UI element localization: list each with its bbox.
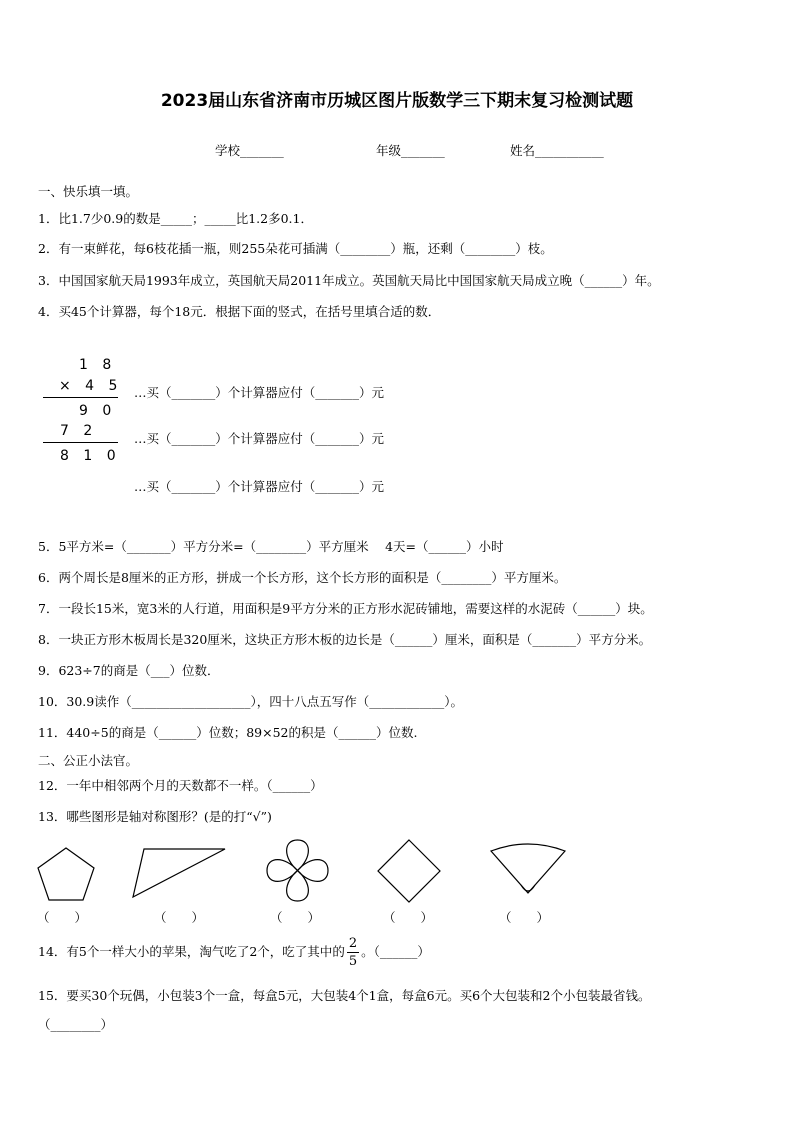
question-10: 10．30.9读作（___________________），四十八点五写作（____________）。 [38,694,463,709]
question-15-answer: （________） [38,1017,114,1032]
question-2: 2．有一束鲜花，每6枝花插一瓶，则255朵花可插满（________）瓶，还剩（________）枝。 [38,241,553,256]
question-7: 7．一段长15米，宽3米的人行道，用面积是9平方分米的正方形水泥砖铺地，需要这样的水泥砖（______）块。 [38,601,653,616]
question-8: 8．一块正方形木板周长是320厘米，这块正方形木板的边长是（______）厘米，面积是（_______）平方分米。 [38,632,652,647]
question-6: 6．两个周长是8厘米的正方形，拼成一个长方形，这个长方形的面积是（________）平方厘米。 [38,570,567,585]
page-title: 2023届山东省济南市历城区图片版数学三下期末复习检测试题 [160,91,634,111]
calc-row-2: × 4 5 [59,378,123,394]
question-13: 13．哪些图形是轴对称图形？(是的打“√”) [38,809,272,824]
calc-row-5: 8 1 0 [60,448,121,464]
question-14-text: 14．有5个一样大小的苹果，淘气吃了2个，吃了其中的 [38,944,345,959]
triangle-shape [131,847,227,899]
question-9: 9．623÷7的商是（___）位数． [38,663,220,678]
question-14-answer: 。（______） [361,944,430,959]
section-heading-1: 一、快乐填一填。 [38,184,139,199]
fan-shape [489,843,567,899]
diamond-shape [376,838,442,904]
question-12: 12．一年中相邻两个月的天数都不一样。（______） [38,778,323,793]
shape-answer-1[interactable]: （ ） [37,910,88,925]
fill-line-1: …买（_______）个计算器应付（_______）元 [134,385,385,400]
shape-answer-2[interactable]: （ ） [154,910,205,925]
fraction [347,937,359,968]
question-3: 3．中国国家航天局1993年成立，英国航天局2011年成立。英国航天局比中国国家航天局成立晚（______）年。 [38,273,660,288]
school-field[interactable]: 学校_______ [215,143,284,158]
calc-row-1: 1 8 [79,357,117,373]
question-5: 5．5平方米=（_______）平方分米=（________）平方厘米 4天=（______）小时 [38,539,504,554]
question-1: 1．比1.7少0.9的数是_____；_____比1.2多0.1． [38,211,313,226]
shape-answer-5[interactable]: （ ） [499,910,550,925]
shape-answer-3[interactable]: （ ） [270,910,321,925]
section-heading-2: 二、公正小法官。 [38,753,139,768]
fill-line-2: …买（_______）个计算器应付（_______）元 [134,431,385,446]
fraction-denominator: 5 [348,954,358,969]
calc-row-3: 9 0 [79,403,117,419]
question-14 [38,937,430,968]
fill-line-3: …买（_______）个计算器应付（_______）元 [134,479,385,494]
shape-answer-4[interactable]: （ ） [383,910,434,925]
calc-rule-1 [43,397,118,398]
fraction-numerator: 2 [348,936,358,951]
calc-rule-2 [43,442,118,443]
name-field[interactable]: 姓名___________ [510,143,604,158]
question-4: 4．买45个计算器，每个18元．根据下面的竖式，在括号里填合适的数． [38,304,441,319]
pentagon-shape [36,846,96,902]
question-11: 11．440÷5的商是（______）位数；89×52的积是（______）位数. [38,725,418,740]
grade-field[interactable]: 年级_______ [376,143,445,158]
four-leaf-shape [265,838,330,903]
question-15: 15．要买30个玩偶，小包装3个一盒，每盒5元，大包装4个1盒，每盒6元。买6个大包装和2个小包装最省钱。 [38,988,651,1003]
calc-row-4: 7 2 [60,423,98,439]
